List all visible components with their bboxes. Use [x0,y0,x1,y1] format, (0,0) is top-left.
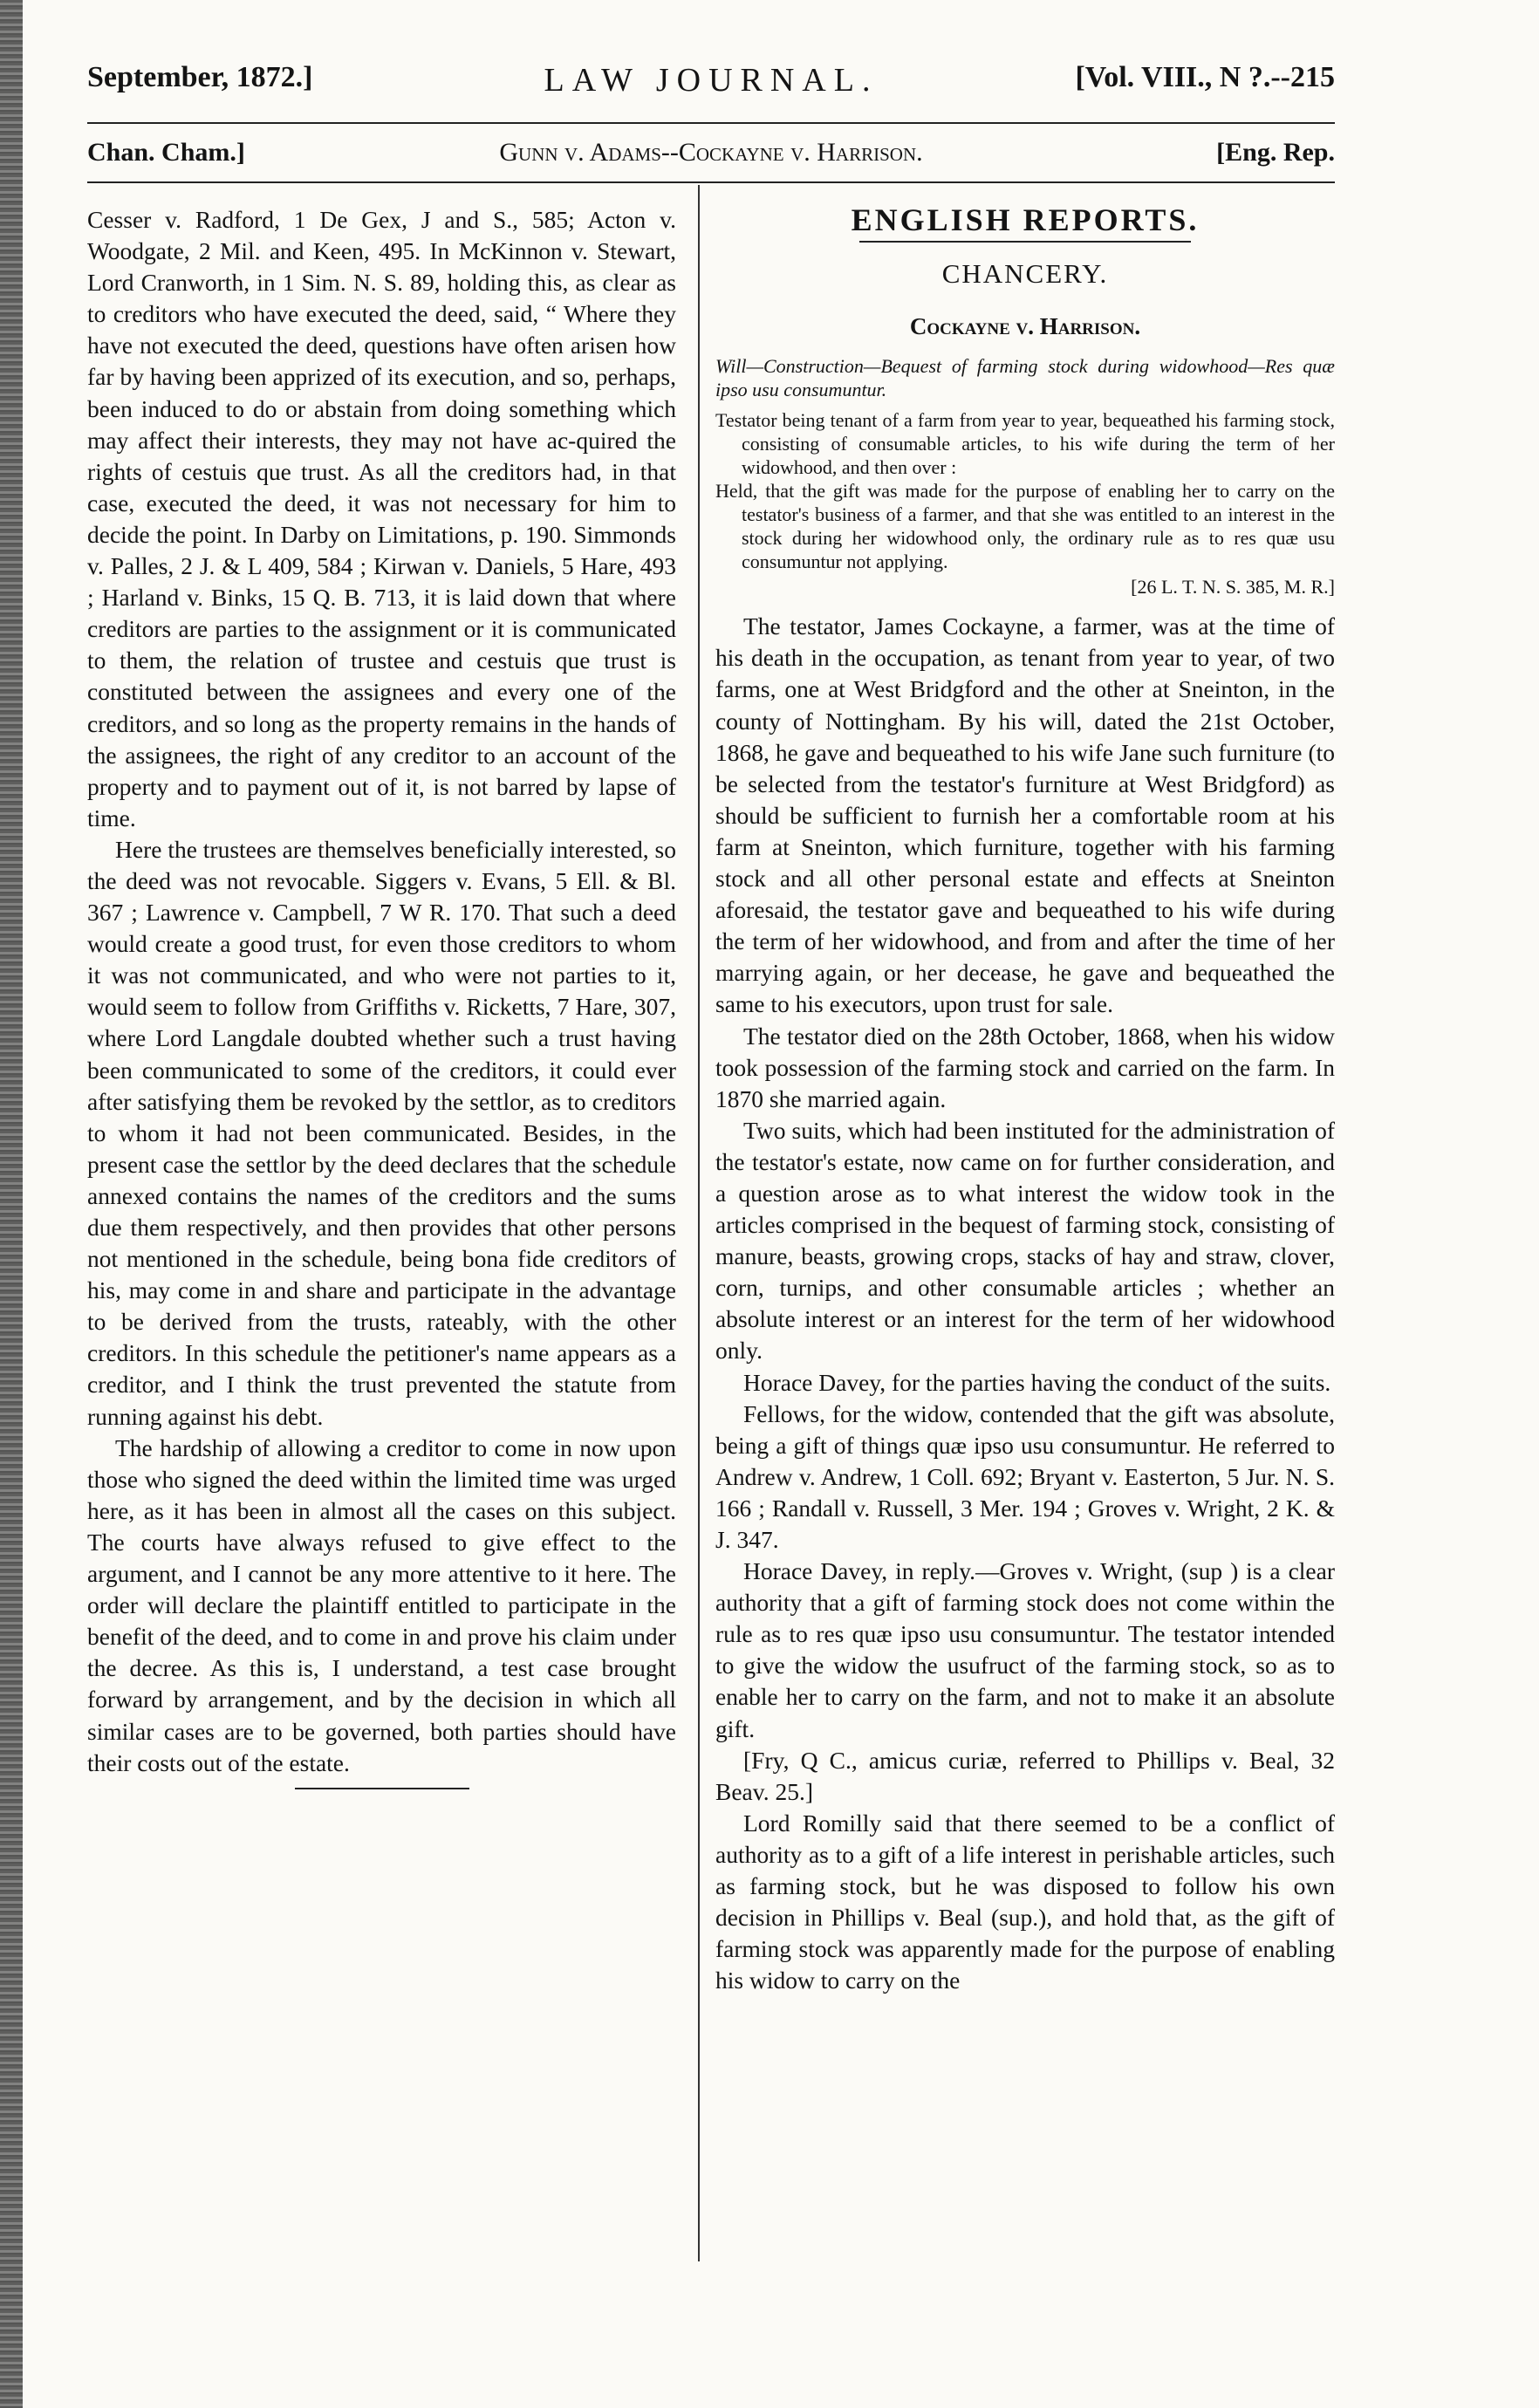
section-title-rule [859,241,1191,243]
report-body [715,611,1335,1996]
journal-page [87,0,1335,2408]
end-of-case-rule [295,1788,469,1789]
left-paragraph-2: Here the trustees are themselves beneficially interested, so the deed was not revocable. Siggers v. Evans, 5 Ell. & Bl. 367 ; Lawrence v. Campbell, 7 W R. 170. That such a deed would create a good trust, for even those creditors to whom it was not communicated, and who were not parties to it, would seem to follow from Griffiths v. Ricketts, 7 Hare, 307, where Lord Langdale doubted whether such a trust having been communicated to some of the creditors, it could ever after satisfying them be revoked by the settlor, as to creditors to whom it had not been communicated. Besides, in the present case the settlor by the deed declares that the schedule annexed contains the names of the creditors and the sums due them respectively, and then provides that other persons not mentioned in the schedule, being bona fide creditors of his, may come in and share and participate in the advantage to be derived from the trusts, rateably, with the other creditors. In this schedule the petitioner's name appears as a creditor, and I think the trust prevented the statute from running against his debt. [87,835,676,1430]
subheader-court: Chan. Cham.] [87,138,245,167]
running-header [87,61,1335,113]
left-paragraph-3: The hardship of allowing a creditor to come in now upon those who signed the deed within the limited time was urged here, as it has been in almost all the cases on this subject. The courts have always refused to give effect to the argument, and I cannot be any more attentive to it here. The order will declare the plaintiff entitled to participate in the benefit of the deed, and to come in and prove his claim under the decree. As this is, I understand, a test case brought forward by arrangement, and by the decision in which all similar cases are to be governed, both parties should have their costs out of the estate. [87,1433,676,1776]
section-title: ENGLISH REPORTS. [851,202,1200,237]
report-paragraph-2: The testator died on the 28th October, 1868, when his widow took possession of the farming stock and carried on the farm. In 1870 she married again. [715,1022,1335,1112]
scanned-binding-edge [0,0,23,2408]
report-paragraph-3: Two suits, which had been instituted for the administration of the testator's estate, now came on for further consideration, and a question arose as to what interest the widow took in the articles comprised in the bequest of farming stock, consisting of manure, beasts, growing crops, stacks of hay and straw, clover, corn, turnips, and other consumable articles ; whether an absolute interest or an interest for the term of her widowhood only. [715,1116,1335,1365]
report-paragraph-8: Lord Romilly said that there seemed to be a conflict of authority as to a gift of a life interest in perishable articles, such as farming stock, but he was disposed to follow his own decision in Phillips v. Beal (sup.), and hold that, as the gift of farming stock was apparently made for the purpose of enabling his widow to carry on the [715,1809,1335,1994]
headnote-facts: Testator being tenant of a farm from year to year, bequeathed his farming stock, consisting of consumable articles, to his wife during the term of her widowhood, and then over : [715,409,1335,479]
case-name: Cockayne v. Harrison. [909,313,1141,340]
case-subheader [87,138,1335,181]
left-paragraph-1: Cesser v. Radford, 1 De Gex, J and S., 585; Acton v. Woodgate, 2 Mil. and Keen, 495. In McKinnon v. Stewart, Lord Cranworth, in 1 Sim. N. S. 89, holding this, as clear as to creditors who have executed the deed, said, “ Where they have not executed the deed, questions have often arisen how far by having been apprized of its execution, and so, perhaps, been induced to do or abstain from doing something which may affect their interests, they may not have ac-quired the rights of cestuis que trust. As all the creditors had, in that case, executed the deed, it was not necessary for him to decide the point. In Darby on Limitations, p. 190. Simmonds v. Palles, 2 J. & L 409, 584 ; Kirwan v. Daniels, 5 Hare, 493 ; Harland v. Binks, 15 Q. B. 713, it is laid down that where creditors are parties to the assignment or it is communicated to them, the relation of trustee and cestuis que trust is constituted between the assignees and every one of the creditors, and so long as the property remains in the hands of the assignees, the right of any creditor to an account of the property and to payment out of it, is not barred by lapse of time. [87,206,676,831]
subheader-cases: Gunn v. Adams--Cockayne v. Harrison. [499,138,923,167]
left-column [87,204,676,1789]
header-rule-top [87,122,1335,124]
right-column [715,204,1335,1996]
column-divider [698,185,700,2261]
headnote [715,354,1335,599]
header-date: September, 1872.] [87,61,313,93]
headnote-topic: Will—Construction—Bequest of farming stock during widowhood—Res quæ ipso usu consumuntur. [715,355,1335,401]
court-heading: CHANCERY. [941,258,1109,290]
report-paragraph-6: Horace Davey, in reply.—Groves v. Wright, (sup ) is a clear authority that a gift of farming stock does not come within the rule as to res quæ ipso usu consumuntur. The testator intended to give the widow the usufruct of the farming stock, so as to enable her to carry on the farm, and not to make it an absolute gift. [715,1557,1335,1742]
headnote-holding: Held, that the gift was made for the purpose of enabling her to carry on the testator's business of a farmer, and that she was entitled to an interest in the stock during her widowhood only, the ordinary rule as to res quæ usu consumuntur not applying. [715,480,1335,573]
report-paragraph-1: The testator, James Cockayne, a farmer, was at the time of his death in the occupation, as tenant from year to year, of two farms, one at West Bridgford and the other at Sneinton, in the county of Nottingham. By his will, dated the 21st October, 1868, he gave and bequeathed to his wife Jane such furniture (to be selected from the testator's furniture at West Bridgford) as should be sufficient to furnish her a comfortable room at his farm at Sneinton, which furniture, together with his farming stock and all other personal estate and effects at Sneinton aforesaid, the testator gave and bequeathed to his wife during the term of her widowhood, and from and after the time of her marrying again, or her decease, he gave and bequeathed the same to his executors, upon trust for sale. [715,612,1335,1018]
report-paragraph-7: [Fry, Q C., amicus curiæ, referred to Phillips v. Beal, 32 Beav. 25.] [715,1746,1335,1805]
report-paragraph-4: Horace Davey, for the parties having the conduct of the suits. [743,1368,1331,1396]
header-volume: [Vol. VIII., N ?.--215 [1075,61,1335,93]
subheader-report: [Eng. Rep. [1216,138,1335,167]
report-paragraph-5: Fellows, for the widow, contended that the gift was absolute, being a gift of things quæ ipso usu consumuntur. He referred to Andrew v. Andrew, 1 Coll. 692; Bryant v. Easterton, 5 Jur. N. S. 166 ; Randall v. Russell, 3 Mer. 194 ; Groves v. Wright, 2 K. & J. 347. [715,1399,1335,1553]
header-rule-bottom [87,181,1335,183]
header-journal-title: LAW JOURNAL. [544,62,879,99]
headnote-citation: [26 L. T. N. S. 385, M. R.] [1131,576,1335,599]
